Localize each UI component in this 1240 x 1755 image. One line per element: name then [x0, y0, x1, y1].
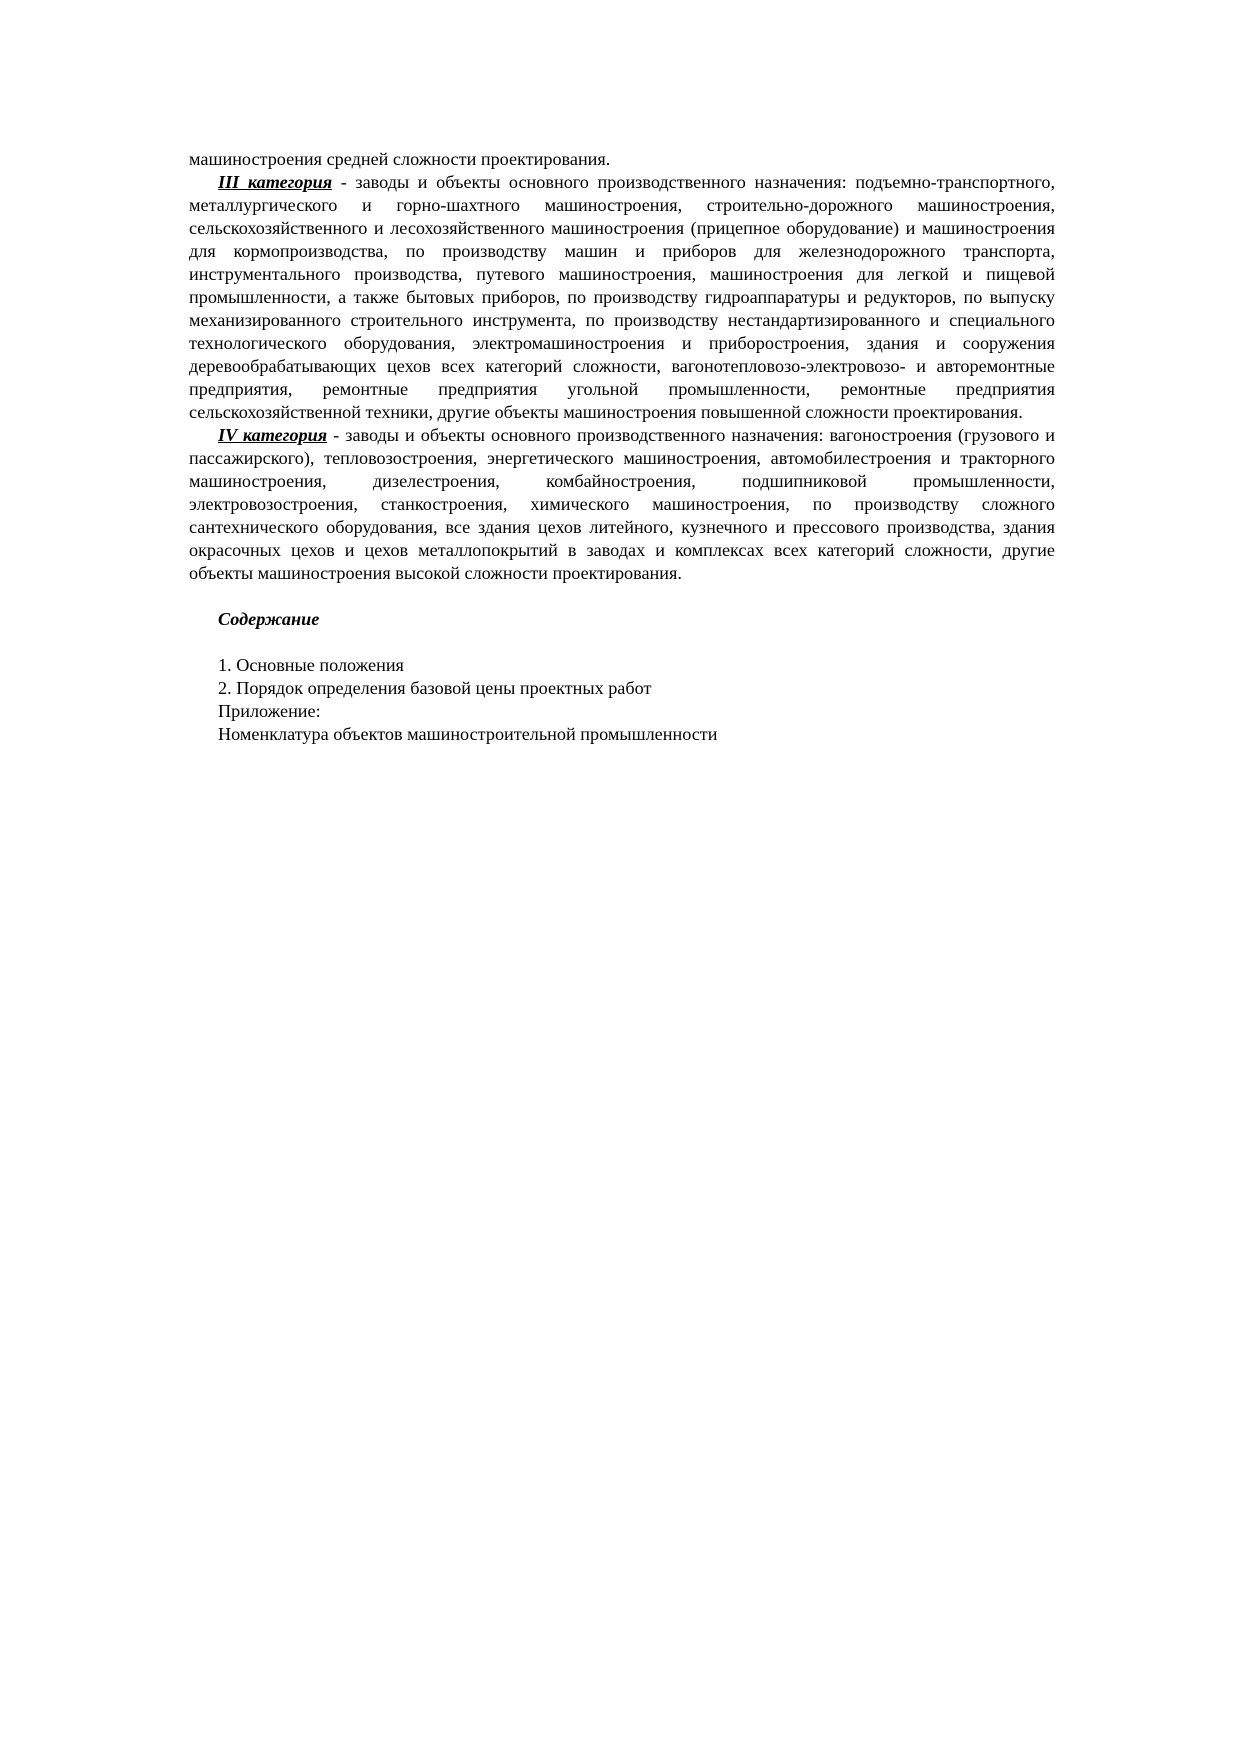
document-page — [189, 148, 1055, 746]
toc-list — [218, 654, 1055, 746]
category-3-term: III категория — [218, 172, 333, 192]
toc-item: Приложение: — [218, 701, 321, 721]
toc-item: 2. Порядок определения базовой цены проектных работ — [218, 678, 652, 698]
toc-heading: Содержание — [218, 609, 320, 629]
category-3-paragraph — [189, 171, 1055, 424]
category-4-text: - заводы и объекты основного производственного назначения: вагоностроения (грузового и пассажирского), тепловозостроения, энергетического машиностроения, автомобилестроения и тракторного машиностроения, дизелестроения, комбайностроения, подшипниковой промышленности, электровозостроения, станкостроения, химического машиностроения, по производству сложного сантехнического оборудования, все здания цехов литейного, кузнечного и прессового производства, здания окрасочных цехов и цехов металлопокрытий в заводах и комплексах всех категорий сложности, другие объекты машиностроения высокой сложности проектирования. — [189, 425, 1056, 583]
category-3-text: - заводы и объекты основного производственного назначения: подъемно-транспортного, металлургического и горно-шахтного машиностроения, строительно-дорожного машиностроения, сельскохозяйственного и лесохозяйственного машиностроения (прицепное оборудование) и машиностроения для кормопроизводства, по производству машин и приборов для железнодорожного транспорта, инструментального производства, путевого машиностроения, машиностроения для легкой и пищевой промышленности, а также бытовых приборов, по производству гидроаппаратуры и редукторов, по выпуску механизированного строительного инструмента, по производству нестандартизированного и специального технологического оборудования, электромашиностроения и приборостроения, здания и сооружения деревообрабатывающих цехов всех категорий сложности, вагонотепловозо-электровозо- и авторемонтные предприятия, ремонтные предприятия угольной промышленности, ремонтные предприятия сельскохозяйственной техники, другие объекты машиностроения повышенной сложности проектирования. — [189, 172, 1055, 422]
intro-tail-paragraph: машиностроения средней сложности проектирования. — [189, 149, 611, 169]
toc-item: 1. Основные положения — [218, 655, 404, 675]
category-4-paragraph — [189, 424, 1055, 585]
toc-item: Номенклатура объектов машиностроительной промышленности — [218, 724, 718, 744]
category-4-term: IV категория — [218, 425, 328, 445]
